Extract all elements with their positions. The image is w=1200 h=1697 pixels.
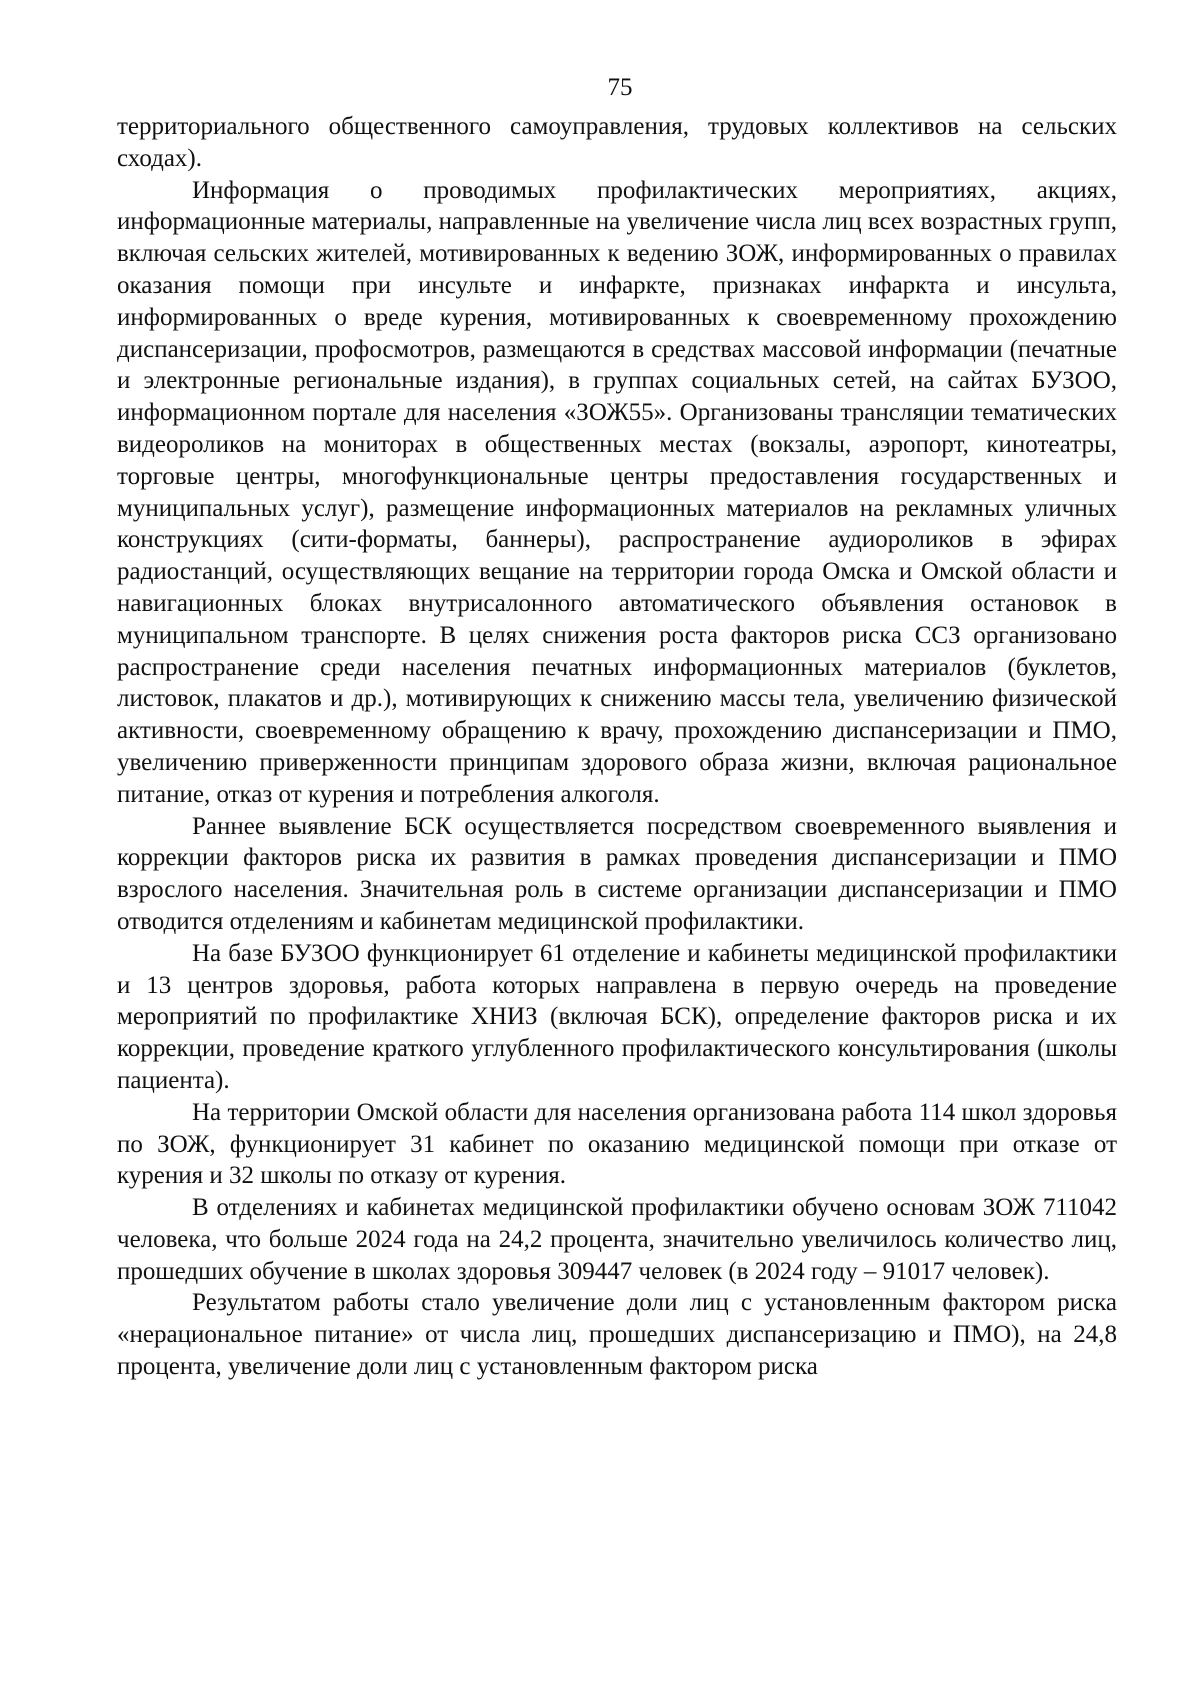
paragraph-1: территориального общественного самоуправления, трудовых коллективов на сельских сходах). (117, 113, 1117, 172)
paragraph-2: Информация о проводимых профилактических мероприятиях, акциях, информационные материалы, направленные на увеличение числа лиц всех возрастных групп, включая сельских жителей, мотивированных к ведению ЗОЖ, информированных о правилах оказания помощи при инсульте и инфаркте, признаках инфаркта и инсульта, информированных о вреде курения, мотивированных к своевременному прохождению диспансеризации, профосмотров, размещаются в средствах массовой информации (печатные и электронные региональные издания), в группах социальных сетей, на сайтах БУЗОО, информационном портале для населения «ЗОЖ55». Организованы трансляции тематических видеороликов на мониторах в общественных местах (вокзалы, аэропорт, кинотеатры, торговые центры, многофункциональные центры предоставления государственных и муниципальных услуг), размещение информационных материалов на рекламных уличных конструкциях (сити-форматы, баннеры), распространение аудиороликов в эфирах радиостанций, осуществляющих вещание на территории города Омска и Омской области и навигационных блоках внутрисалонного автоматического объявления остановок в муниципальном транспорте. В целях снижения роста факторов риска ССЗ организовано распространение среди населения печатных информационных материалов (буклетов, листовок, плакатов и др.), мотивирующих к снижению массы тела, увеличению физической активности, своевременному обращению к врачу, прохождению диспансеризации и ПМО, увеличению приверженности принципам здорового образа жизни, включая рациональное питание, отказ от курения и потребления алкоголя. (117, 176, 1117, 808)
paragraph-3: Раннее выявление БСК осуществляется посредством своевременного выявления и коррекции факторов риска их развития в рамках проведения диспансеризации и ПМО взрослого населения. Значительная роль в системе организации диспансеризации и ПМО отводится отделениям и кабинетам медицинской профилактики. (117, 812, 1117, 935)
paragraph-6: В отделениях и кабинетах медицинской профилактики обучено основам ЗОЖ 711042 человека, что больше 2024 года на 24,2 процента, значительно увеличилось количество лиц, прошедших обучение в школах здоровья 309447 человек (в 2024 году – 91017 человек). (117, 1194, 1117, 1285)
page-number: 75 (607, 74, 633, 101)
body-text (117, 111, 1117, 1383)
paragraph-4: На базе БУЗОО функционирует 61 отделение и кабинеты медицинской профилактики и 13 центров здоровья, работа которых направлена в первую очередь на проведение мероприятий по профилактике ХНИЗ (включая БСК), определение факторов риска и их коррекции, проведение краткого углубленного профилактического консультирования (школы пациента). (117, 939, 1117, 1094)
paragraph-5: На территории Омской области для населения организована работа 114 школ здоровья по ЗОЖ, функционирует 31 кабинет по оказанию медицинской помощи при отказе от курения и 32 школы по отказу от курения. (117, 1098, 1117, 1190)
paragraph-7: Результатом работы стало увеличение доли лиц с установленным фактором риска «нерациональное питание» от числа лиц, прошедших диспансеризацию и ПМО), на 24,8 процента, увеличение доли лиц с установленным фактором риска (117, 1289, 1117, 1381)
